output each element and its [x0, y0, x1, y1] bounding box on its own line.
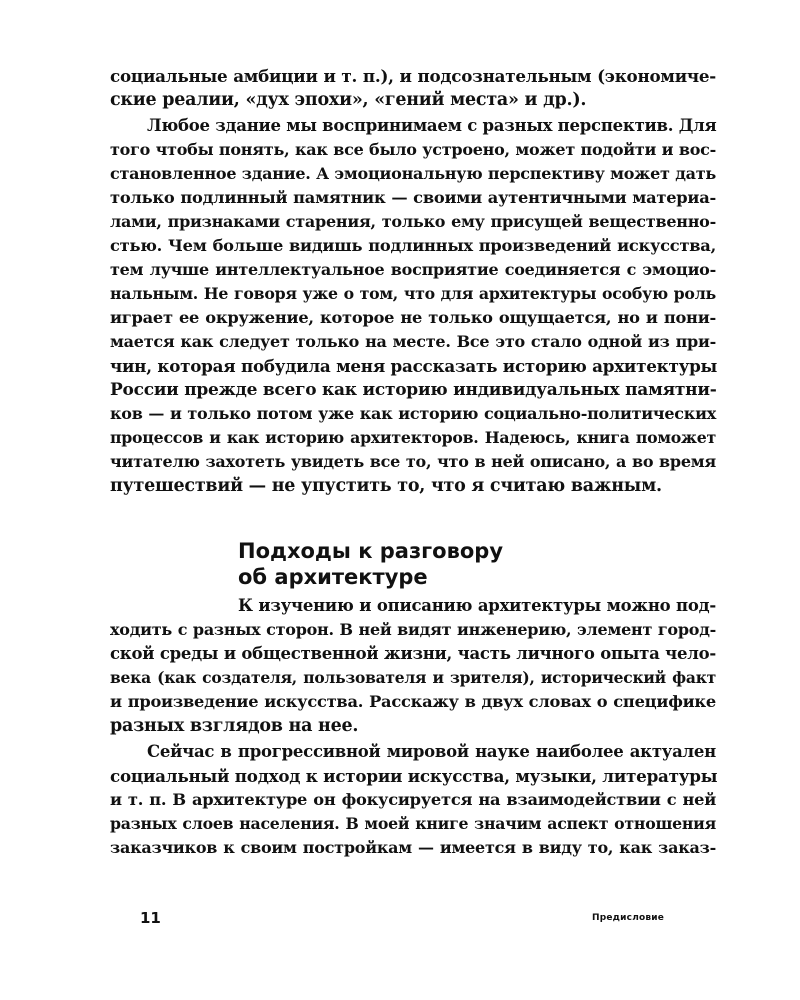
text-line: Сейчас в прогрессивной мировой науке наиболее актуален [147, 742, 716, 761]
text-line: социальные амбиции и т. п.), и подсознательным (экономиче- [110, 66, 716, 86]
text-line: тем лучше интеллектуальное восприятие соединяется с эмоцио- [110, 260, 716, 279]
section-heading-line: об архитектуре [238, 565, 428, 589]
text-line: разных слоев населения. В моей книге значим аспект отношения [110, 814, 716, 833]
text-line: и т. п. В архитектуре он фокусируется на взаимодействии с ней [110, 790, 716, 809]
section-heading [238, 538, 503, 590]
text-line: читателю захотеть увидеть все то, что в ней описано, а во время [110, 452, 716, 471]
text-line: России прежде всего как историю индивидуальных памятни- [110, 380, 717, 400]
text-line: заказчиков к своим постройкам — имеется в виду то, как заказ- [110, 838, 716, 857]
text-line: нальным. Не говоря уже о том, что для архитектуры особую роль [110, 284, 716, 303]
text-line: только подлинный памятник — своими аутентичными материа- [110, 188, 716, 207]
text-line: путешествий — не упустить то, что я считаю важным. [110, 476, 662, 496]
text-line: чин, которая побудила меня рассказать историю архитектуры [110, 356, 718, 376]
text-line: и произведение искусства. Расскажу в двух словах о специфике [110, 692, 716, 711]
text-line: становленное здание. А эмоциональную перспективу может дать [110, 164, 716, 183]
text-line: К изучению и описанию архитектуры можно под- [238, 596, 716, 615]
running-head: Предисловие [592, 913, 665, 923]
text-line: ские реалии, «дух эпохи», «гений места» и др.). [110, 90, 587, 110]
text-line: Любое здание мы воспринимаем с разных перспектив. Для [147, 116, 717, 135]
page-number: 11 [140, 909, 161, 927]
text-line: века (как создателя, пользователя и зрителя), исторический факт [110, 668, 716, 687]
text-line: социальный подход к истории искусства, музыки, литературы [110, 766, 718, 786]
text-line: того чтобы понять, как все было устроено, может подойти и вос- [110, 140, 716, 159]
text-line: разных взглядов на нее. [110, 716, 359, 736]
text-line: процессов и как историю архитекторов. Надеюсь, книга поможет [110, 428, 716, 447]
text-line: стью. Чем больше видишь подлинных произведений искусства, [110, 236, 716, 255]
text-line: ской среды и общественной жизни, часть личного опыта чело- [110, 644, 716, 663]
text-line: лами, признаками старения, только ему присущей вещественно- [110, 212, 716, 231]
section-heading-line: Подходы к разговору [238, 539, 504, 563]
text-line: ков — и только потом уже как историю социально-политических [110, 404, 716, 423]
text-line: играет ее окружение, которое не только ощущается, но и пони- [110, 308, 716, 327]
text-line: мается как следует только на месте. Все это стало одной из при- [110, 332, 716, 351]
text-line: ходить с разных сторон. В ней видят инженерию, элемент город- [110, 620, 716, 639]
